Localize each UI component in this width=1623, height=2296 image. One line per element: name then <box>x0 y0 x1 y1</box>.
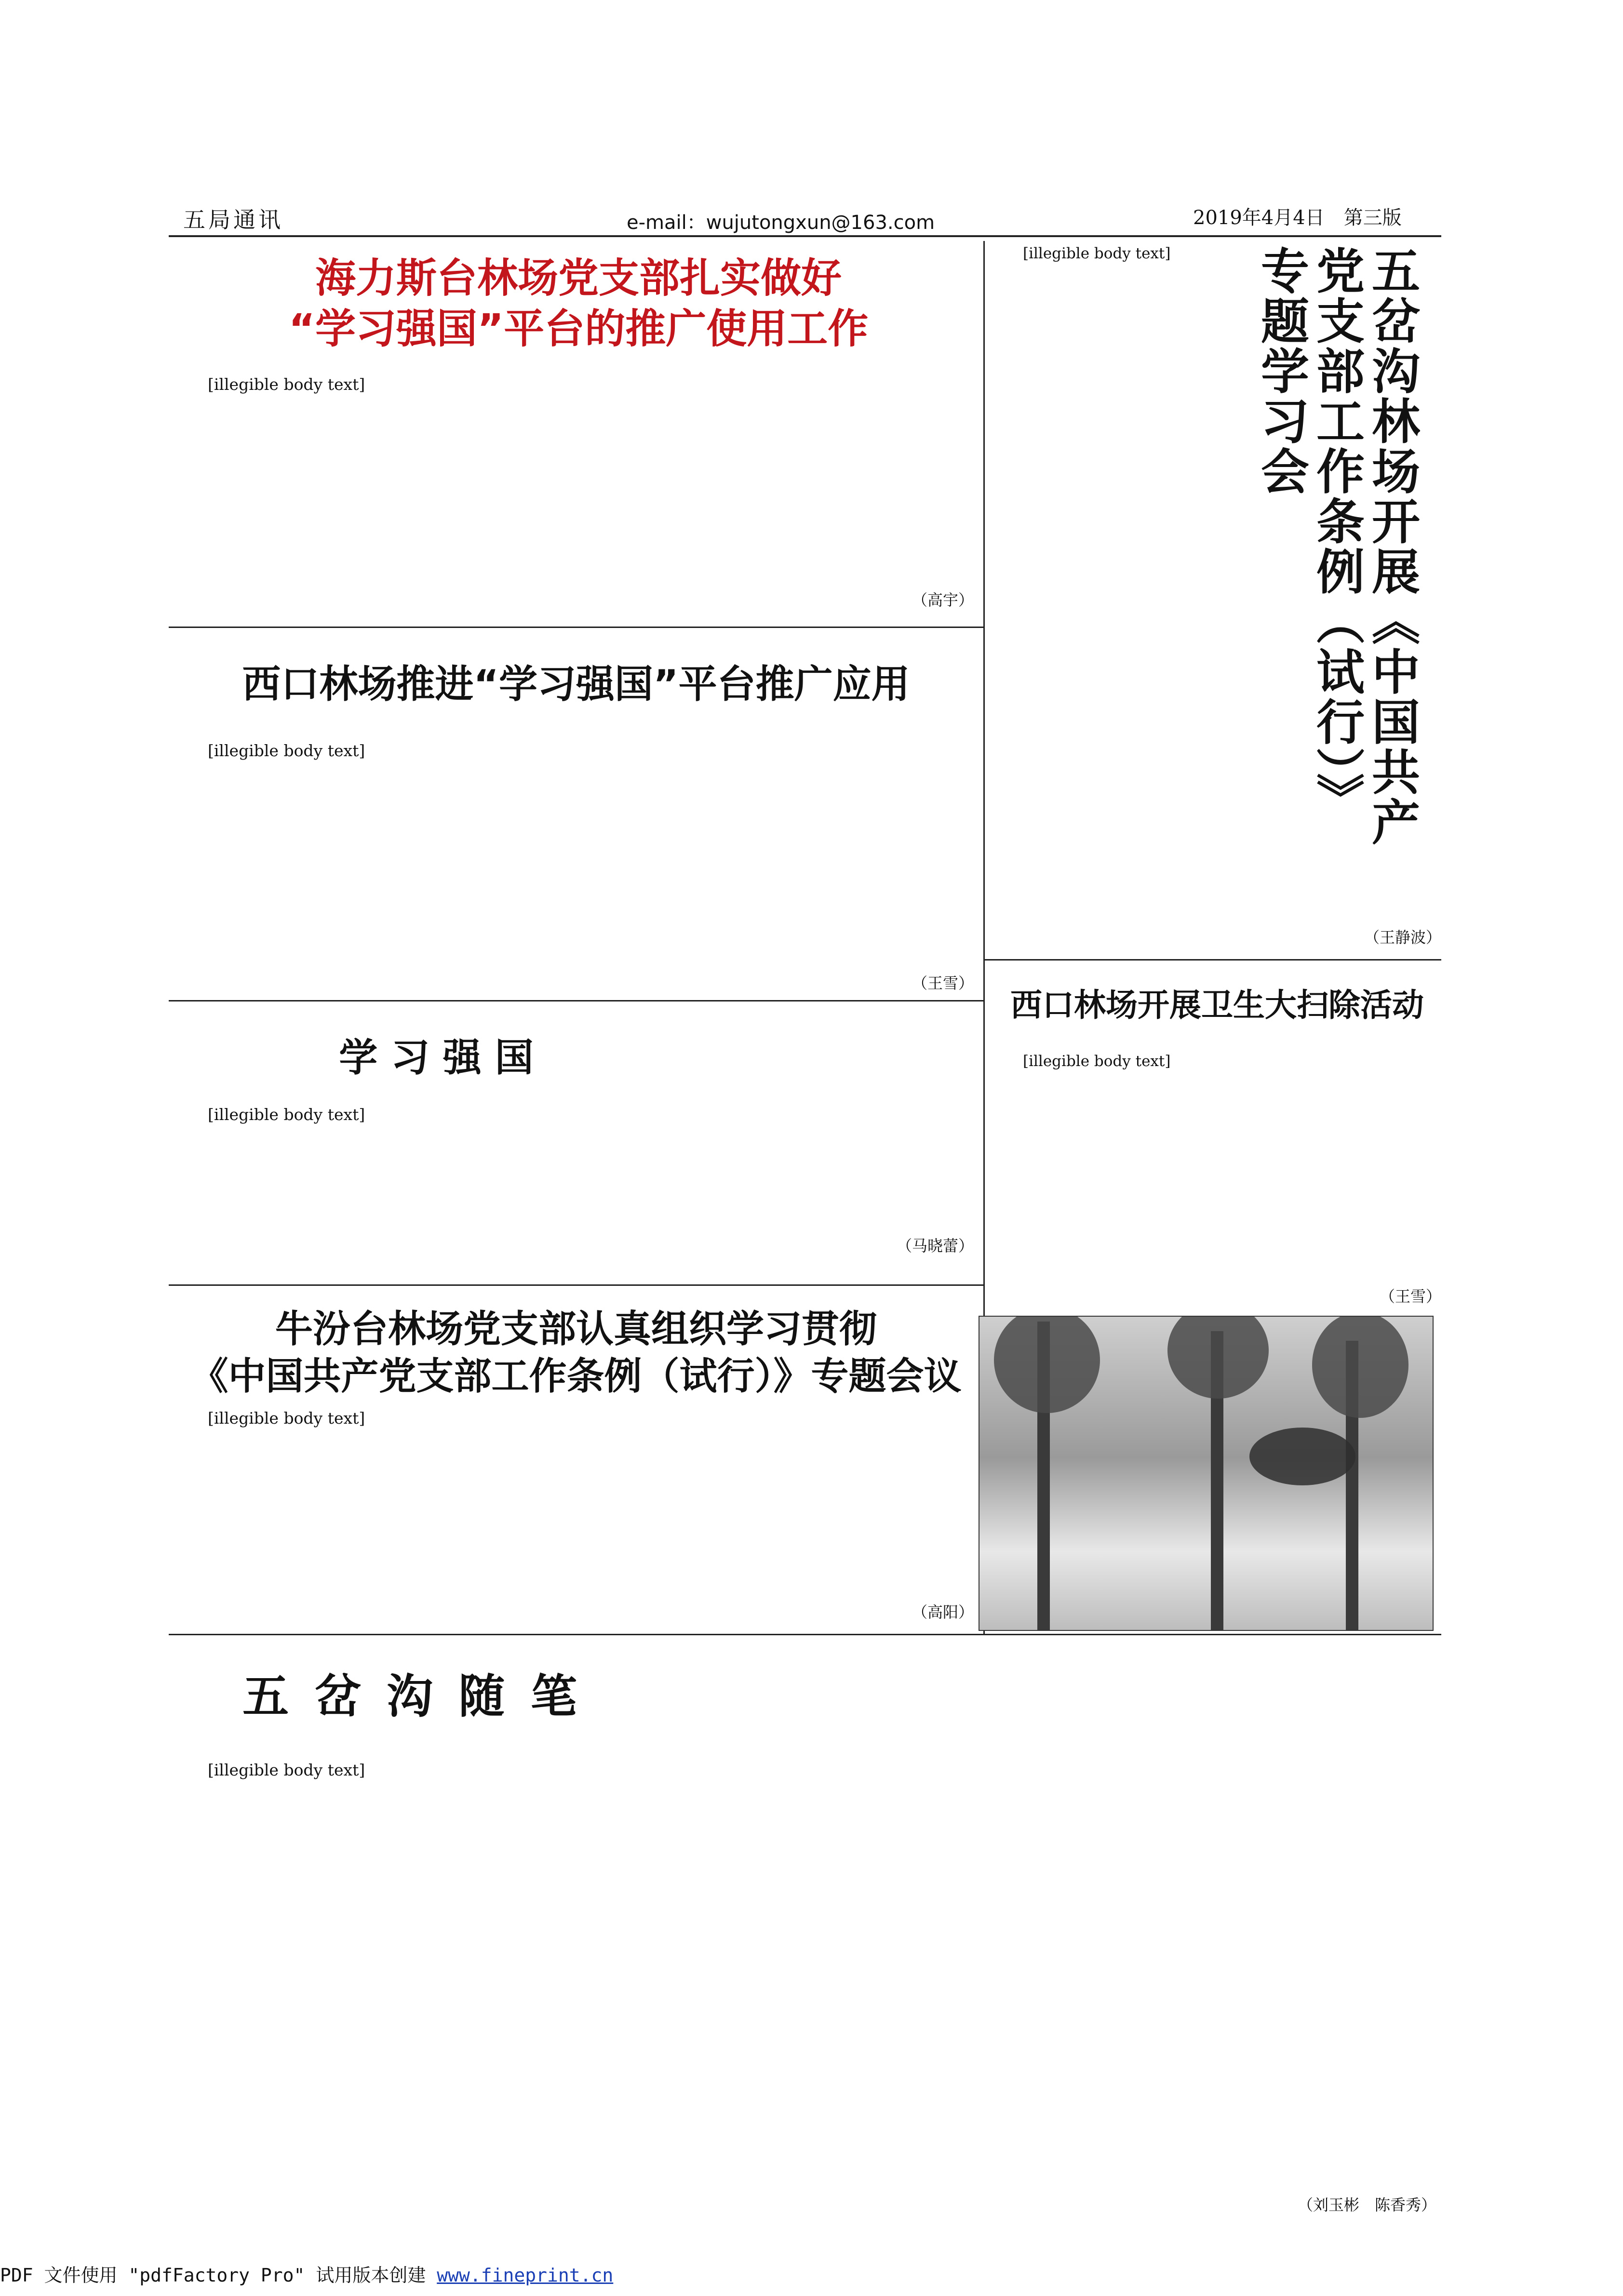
article-title-xuexi: 学 习 强 国 <box>339 1035 534 1080</box>
section-divider <box>169 1284 983 1286</box>
section-divider <box>983 959 1441 961</box>
article-paragraph: [illegible body text] <box>208 1105 365 1124</box>
article-paragraph: [illegible body text] <box>208 741 365 760</box>
section-divider <box>169 1000 983 1001</box>
article-paragraph: [illegible body text] <box>1023 1053 1171 1070</box>
article-title-niufentai <box>169 1306 983 1400</box>
byline-xikou-cleaning: （王雪） <box>1379 1287 1441 1306</box>
pdf-footer-link[interactable]: www.fineprint.cn <box>437 2265 614 2286</box>
section-divider <box>169 627 983 628</box>
header-rule <box>169 235 1441 237</box>
article-body-hailisitai <box>176 374 976 610</box>
byline-xikou-platform: （王雪） <box>912 974 974 992</box>
article-body-niufentai <box>176 1407 976 1610</box>
masthead-email: e-mail：wujutongxun@163.com <box>627 212 935 234</box>
article-paragraph: [illegible body text] <box>208 1761 365 1779</box>
article-body-xikou-platform <box>176 740 976 1005</box>
article-title-xikou-platform: 西口林场推进“学习强国”平台推广应用 <box>242 662 910 707</box>
section-divider <box>169 1634 1441 1635</box>
byline-suibi: （刘玉彬 陈香秀） <box>1297 2196 1436 2214</box>
byline-niufentai: （高阳） <box>912 1603 974 1621</box>
pdf-footer-text: PDF 文件使用 "pdfFactory Pro" 试用版本创建 <box>0 2265 426 2286</box>
article-title-xikou-cleaning: 西口林场开展卫生大扫除活动 <box>1010 987 1424 1024</box>
article-paragraph: [illegible body text] <box>208 1409 365 1428</box>
article-body-xuexi-left <box>176 1104 697 1258</box>
title-line-2: “学习强国”平台的推广使用工作 <box>288 305 869 352</box>
title-line-1: 海力斯台林场党支部扎实做好 <box>315 254 842 302</box>
pdf-footer <box>0 2260 613 2287</box>
article-body-wuchagou-meeting <box>993 243 1239 957</box>
article-title-hailisitai <box>183 253 974 354</box>
article-paragraph: [illegible body text] <box>208 375 365 394</box>
title-line-2: 《中国共产党支部工作条例（试行）》专题会议 <box>190 1354 962 1398</box>
article-body-xikou-cleaning <box>993 1051 1441 1292</box>
article-body-suibi <box>176 1648 1439 2217</box>
masthead-name: 五局通讯 <box>183 207 283 233</box>
masthead-date-edition: 2019年4月4日 第三版 <box>1193 207 1402 229</box>
byline-wuchagou-meeting: （王静波） <box>1364 928 1441 947</box>
article-paragraph: [illegible body text] <box>1023 245 1171 262</box>
byline-xuexi: （马晓蕾） <box>896 1237 974 1255</box>
byline-hailisitai: （高宇） <box>912 591 974 609</box>
title-line-1: 牛汾台林场党支部认真组织学习贯彻 <box>275 1308 877 1351</box>
cleaning-photo <box>979 1316 1434 1631</box>
article-title-wuchagou-meeting: 五岔沟林场开展《中国共产党支部工作条例（试行）》专题学习会 <box>1253 246 1420 847</box>
title-spacer <box>176 1648 416 1759</box>
article-title-suibi: 五 岔 沟 随 笔 <box>242 1669 582 1723</box>
